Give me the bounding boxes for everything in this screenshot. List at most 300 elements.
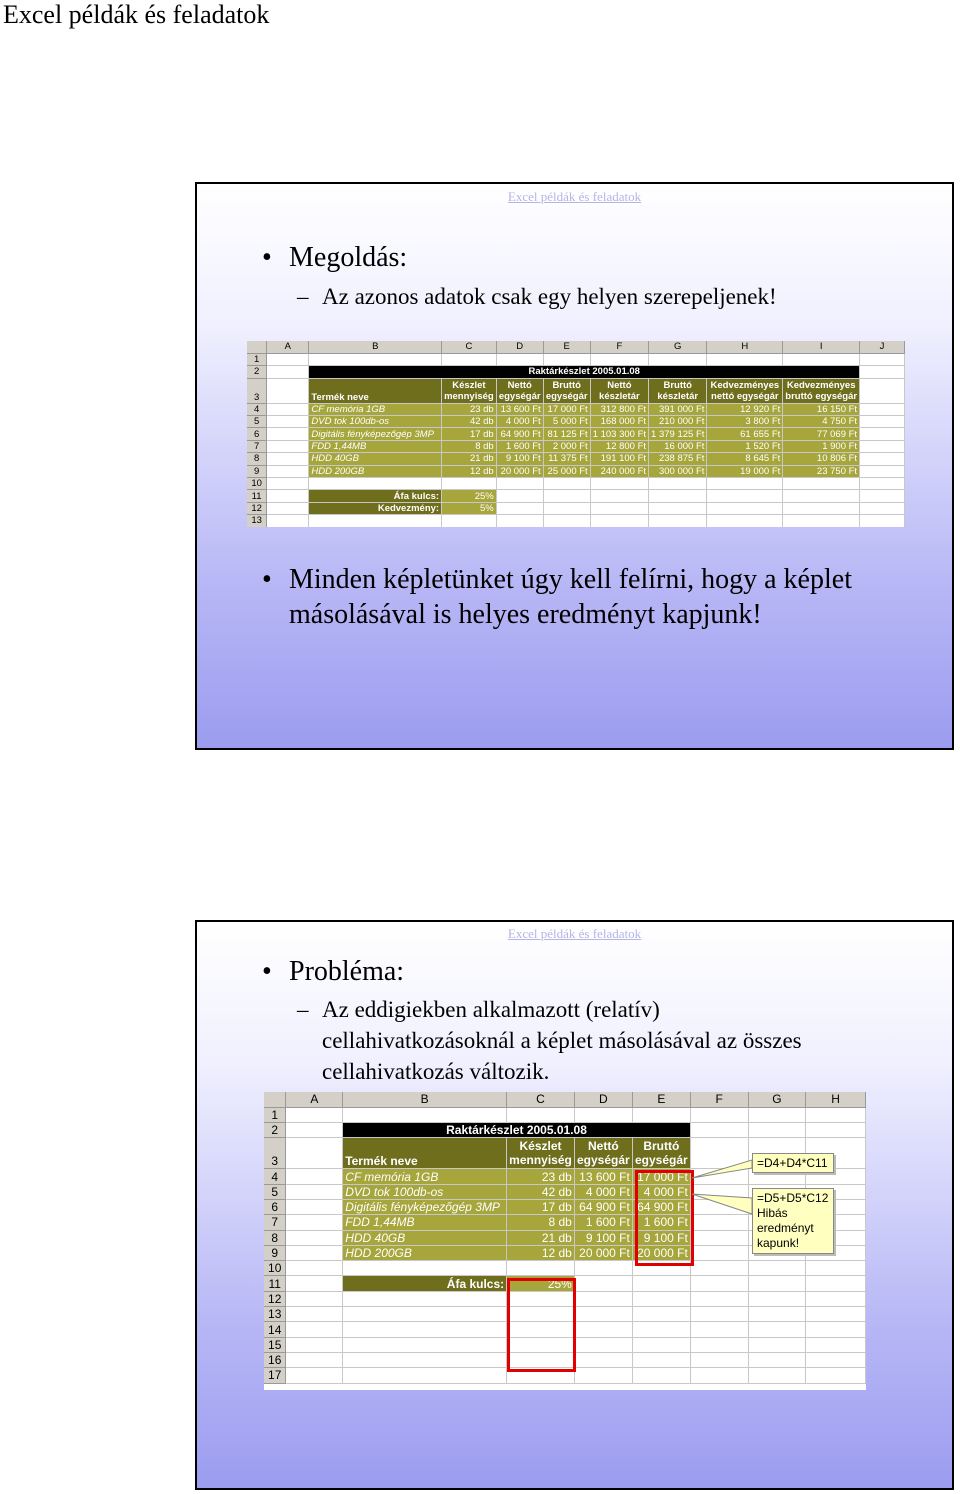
cell[interactable] (267, 378, 309, 403)
cell[interactable] (267, 465, 309, 477)
cell[interactable] (309, 353, 442, 365)
value-cell[interactable]: 312 800 Ft (590, 403, 648, 415)
cell[interactable] (442, 353, 497, 365)
row-header[interactable]: 16 (264, 1352, 286, 1367)
cell[interactable] (860, 428, 905, 440)
value-cell[interactable]: 42 db (507, 1184, 575, 1199)
cell[interactable] (574, 1352, 632, 1367)
cell[interactable] (343, 1291, 507, 1306)
cell[interactable] (343, 1107, 507, 1122)
value-cell[interactable]: 61 655 Ft (707, 428, 783, 440)
cell[interactable] (860, 478, 905, 490)
afa-value-cell[interactable]: 25% (507, 1276, 575, 1291)
value-cell[interactable]: 20 000 Ft (496, 465, 543, 477)
value-cell[interactable]: 23 db (507, 1169, 575, 1184)
header-cell[interactable]: Nettó egységár (574, 1138, 632, 1169)
cell[interactable] (267, 440, 309, 452)
cell[interactable] (574, 1322, 632, 1337)
value-cell[interactable]: 2 000 Ft (543, 440, 590, 452)
cell[interactable] (574, 1291, 632, 1306)
cell[interactable] (286, 1230, 343, 1245)
cell[interactable] (267, 502, 309, 514)
cell[interactable] (806, 1276, 866, 1291)
cell[interactable] (286, 1291, 343, 1306)
cell[interactable] (860, 366, 905, 378)
row-header[interactable]: 12 (247, 502, 267, 514)
value-cell[interactable]: 10 806 Ft (783, 453, 860, 465)
value-cell[interactable]: 16 000 Ft (649, 440, 707, 452)
cell[interactable] (343, 1307, 507, 1322)
product-name-cell[interactable]: CF memória 1GB (343, 1169, 507, 1184)
cell[interactable] (267, 478, 309, 490)
value-cell[interactable]: 1 600 Ft (574, 1215, 632, 1230)
value-cell[interactable]: 1 600 Ft (632, 1215, 690, 1230)
product-name-cell[interactable]: HDD 200GB (343, 1245, 507, 1260)
cell[interactable] (860, 416, 905, 428)
cell[interactable] (632, 1322, 690, 1337)
corner-cell[interactable] (264, 1092, 286, 1107)
cell[interactable] (543, 515, 590, 527)
cell[interactable] (690, 1307, 748, 1322)
cell[interactable] (590, 515, 648, 527)
cell[interactable] (309, 478, 442, 490)
cell[interactable] (496, 490, 543, 502)
cell[interactable] (649, 490, 707, 502)
header-cell[interactable]: Kedvezményes bruttó egységár (783, 378, 860, 403)
col-header[interactable]: C (507, 1092, 575, 1107)
cell[interactable] (543, 478, 590, 490)
cell[interactable] (649, 353, 707, 365)
row-header[interactable]: 12 (264, 1291, 286, 1306)
value-cell[interactable]: 210 000 Ft (649, 416, 707, 428)
cell[interactable] (574, 1337, 632, 1352)
value-cell[interactable]: 1 103 300 Ft (590, 428, 648, 440)
cell[interactable] (748, 1337, 806, 1352)
cell[interactable] (343, 1261, 507, 1276)
col-header[interactable]: B (343, 1092, 507, 1107)
cell[interactable] (507, 1261, 575, 1276)
value-cell[interactable]: 20 000 Ft (632, 1245, 690, 1260)
cell[interactable] (806, 1322, 866, 1337)
cell[interactable] (707, 353, 783, 365)
product-name-cell[interactable]: HDD 200GB (309, 465, 442, 477)
cell[interactable] (632, 1291, 690, 1306)
col-header[interactable]: H (806, 1092, 866, 1107)
row-header[interactable]: 3 (247, 378, 267, 403)
product-name-cell[interactable]: CF memória 1GB (309, 403, 442, 415)
cell[interactable] (267, 490, 309, 502)
cell[interactable] (286, 1107, 343, 1122)
product-name-cell[interactable]: HDD 40GB (343, 1230, 507, 1245)
value-cell[interactable]: 1 600 Ft (496, 440, 543, 452)
slide-1 (195, 182, 954, 750)
cell[interactable] (632, 1337, 690, 1352)
row-header[interactable]: 2 (247, 366, 267, 378)
cell[interactable] (507, 1107, 575, 1122)
afa-label-cell[interactable]: Áfa kulcs: (343, 1276, 507, 1291)
cell[interactable] (267, 366, 309, 378)
product-name-cell[interactable]: FDD 1,44MB (309, 440, 442, 452)
value-cell[interactable]: 77 069 Ft (783, 428, 860, 440)
cell[interactable] (690, 1184, 748, 1199)
value-cell[interactable]: 12 800 Ft (590, 440, 648, 452)
row-header[interactable]: 9 (247, 465, 267, 477)
cell[interactable] (748, 1352, 806, 1367)
row-header[interactable]: 4 (247, 403, 267, 415)
col-header[interactable]: H (707, 341, 783, 353)
bullet-solution: • Megoldás: (262, 242, 408, 273)
cell[interactable] (286, 1199, 343, 1214)
value-cell[interactable]: 4 000 Ft (496, 416, 543, 428)
header-cell[interactable]: Bruttó egységár (543, 378, 590, 403)
discount-label-cell[interactable]: Kedvezmény: (309, 502, 442, 514)
cell[interactable] (267, 453, 309, 465)
row-header[interactable]: 10 (264, 1261, 286, 1276)
cell[interactable] (574, 1307, 632, 1322)
cell[interactable] (632, 1368, 690, 1383)
afa-value-cell[interactable]: 25% (442, 490, 497, 502)
cell[interactable] (783, 353, 860, 365)
value-cell[interactable]: 17 db (442, 428, 497, 440)
cell[interactable] (748, 1261, 806, 1276)
cell[interactable] (309, 515, 442, 527)
cell[interactable] (783, 515, 860, 527)
cell[interactable] (783, 490, 860, 502)
value-cell[interactable]: 168 000 Ft (590, 416, 648, 428)
cell[interactable] (690, 1276, 748, 1291)
cell[interactable] (806, 1107, 866, 1122)
cell[interactable] (442, 478, 497, 490)
row-header[interactable]: 11 (247, 490, 267, 502)
spreadsheet-1[interactable] (247, 341, 905, 527)
slide-header[interactable]: Excel példák és feladatok (507, 926, 642, 941)
value-cell[interactable]: 16 150 Ft (783, 403, 860, 415)
cell[interactable] (748, 1322, 806, 1337)
cell[interactable] (748, 1107, 806, 1122)
cell[interactable] (707, 515, 783, 527)
value-cell[interactable]: 240 000 Ft (590, 465, 648, 477)
cell[interactable] (748, 1307, 806, 1322)
cell[interactable] (286, 1123, 343, 1138)
cell[interactable] (286, 1337, 343, 1352)
value-cell[interactable]: 238 875 Ft (649, 453, 707, 465)
value-cell[interactable]: 64 900 Ft (574, 1199, 632, 1214)
cell[interactable] (286, 1245, 343, 1260)
cell[interactable] (690, 1107, 748, 1122)
col-header[interactable]: I (783, 341, 860, 353)
cell[interactable] (632, 1107, 690, 1122)
value-cell[interactable]: 12 db (442, 465, 497, 477)
product-name-cell[interactable]: DVD tok 100db-os (343, 1184, 507, 1199)
cell[interactable] (707, 502, 783, 514)
product-name-cell[interactable]: DVD tok 100db-os (309, 416, 442, 428)
value-cell[interactable]: 9 100 Ft (632, 1230, 690, 1245)
value-cell[interactable]: 81 125 Ft (543, 428, 590, 440)
cell[interactable] (343, 1352, 507, 1367)
spreadsheet-2[interactable] (264, 1092, 866, 1390)
cell[interactable] (343, 1322, 507, 1337)
cell[interactable] (707, 490, 783, 502)
col-header[interactable]: D (496, 341, 543, 353)
cell[interactable] (267, 428, 309, 440)
cell[interactable] (707, 478, 783, 490)
cell[interactable] (690, 1352, 748, 1367)
cell[interactable] (286, 1352, 343, 1367)
cell[interactable] (806, 1261, 866, 1276)
cell[interactable] (860, 490, 905, 502)
cell[interactable] (632, 1276, 690, 1291)
header-cell[interactable]: Készlet mennyiség (507, 1138, 575, 1169)
slide-2 (195, 920, 954, 1490)
afa-label-cell[interactable]: Áfa kulcs: (309, 490, 442, 502)
cell[interactable] (496, 515, 543, 527)
value-cell[interactable]: 21 db (507, 1230, 575, 1245)
bullet-dot: • (262, 956, 272, 987)
value-cell[interactable]: 17 db (507, 1199, 575, 1214)
row-header[interactable]: 10 (247, 478, 267, 490)
col-header[interactable]: D (574, 1092, 632, 1107)
cell[interactable] (590, 490, 648, 502)
row-header[interactable]: 7 (264, 1215, 286, 1230)
cell[interactable] (590, 478, 648, 490)
cell[interactable] (574, 1107, 632, 1122)
value-cell[interactable]: 64 900 Ft (496, 428, 543, 440)
row-header[interactable]: 1 (247, 353, 267, 365)
value-cell[interactable]: 300 000 Ft (649, 465, 707, 477)
col-header[interactable]: E (543, 341, 590, 353)
cell[interactable] (806, 1368, 866, 1383)
value-cell[interactable]: 23 750 Ft (783, 465, 860, 477)
cell[interactable] (690, 1261, 748, 1276)
product-name-cell[interactable]: FDD 1,44MB (343, 1215, 507, 1230)
value-cell[interactable]: 42 db (442, 416, 497, 428)
cell[interactable] (286, 1184, 343, 1199)
row-header[interactable]: 7 (247, 440, 267, 452)
cell[interactable] (496, 353, 543, 365)
value-cell[interactable]: 17 000 Ft (543, 403, 590, 415)
cell[interactable] (860, 465, 905, 477)
cell[interactable] (690, 1245, 748, 1260)
corner-cell[interactable] (247, 341, 267, 353)
cell[interactable] (860, 453, 905, 465)
cell[interactable] (574, 1368, 632, 1383)
cell[interactable] (690, 1291, 748, 1306)
value-cell[interactable]: 17 000 Ft (632, 1169, 690, 1184)
cell[interactable] (286, 1307, 343, 1322)
highlight-afa-column (507, 1278, 576, 1372)
cell[interactable] (632, 1307, 690, 1322)
cell[interactable] (543, 502, 590, 514)
col-header[interactable]: F (690, 1092, 748, 1107)
cell[interactable] (649, 502, 707, 514)
row-header[interactable]: 6 (264, 1199, 286, 1214)
cell[interactable] (806, 1352, 866, 1367)
row-header[interactable]: 17 (264, 1368, 286, 1383)
cell[interactable] (267, 353, 309, 365)
row-header[interactable]: 13 (247, 515, 267, 527)
header-cell[interactable]: Készlet mennyiség (442, 378, 497, 403)
col-header[interactable]: F (590, 341, 648, 353)
cell[interactable] (690, 1169, 748, 1184)
row-header[interactable]: 5 (264, 1184, 286, 1199)
cell[interactable] (267, 416, 309, 428)
header-cell[interactable]: Nettó egységár (496, 378, 543, 403)
row-header[interactable]: 14 (264, 1322, 286, 1337)
value-cell[interactable]: 9 100 Ft (574, 1230, 632, 1245)
cell[interactable] (860, 440, 905, 452)
col-header[interactable]: J (860, 341, 905, 353)
cell[interactable] (748, 1368, 806, 1383)
cell[interactable] (860, 515, 905, 527)
row-header[interactable]: 4 (264, 1169, 286, 1184)
cell[interactable] (496, 478, 543, 490)
value-cell[interactable]: 12 db (507, 1245, 575, 1260)
cell[interactable] (690, 1368, 748, 1383)
value-cell[interactable]: 20 000 Ft (574, 1245, 632, 1260)
product-name-cell[interactable]: Digitális fényképezőgép 3MP (309, 428, 442, 440)
cell[interactable] (748, 1276, 806, 1291)
value-cell[interactable]: 4 000 Ft (632, 1184, 690, 1199)
cell[interactable] (690, 1230, 748, 1245)
cell[interactable] (806, 1307, 866, 1322)
value-cell[interactable]: 3 800 Ft (707, 416, 783, 428)
value-cell[interactable]: 1 900 Ft (783, 440, 860, 452)
cell[interactable] (783, 502, 860, 514)
cell[interactable] (496, 502, 543, 514)
cell[interactable] (543, 490, 590, 502)
col-header[interactable]: A (267, 341, 309, 353)
cell[interactable] (748, 1291, 806, 1306)
col-header[interactable]: G (748, 1092, 806, 1107)
cell[interactable] (806, 1123, 866, 1138)
sheet-title-cell[interactable]: Raktárkészlet 2005.01.08 (343, 1123, 691, 1138)
cell[interactable] (860, 353, 905, 365)
cell[interactable] (860, 378, 905, 403)
cell[interactable] (690, 1123, 748, 1138)
value-cell[interactable]: 8 db (442, 440, 497, 452)
cell[interactable] (574, 1261, 632, 1276)
value-cell[interactable]: 25 000 Ft (543, 465, 590, 477)
cell[interactable] (286, 1322, 343, 1337)
cell[interactable] (286, 1368, 343, 1383)
cell[interactable] (649, 515, 707, 527)
cell[interactable] (286, 1276, 343, 1291)
row-header[interactable]: 11 (264, 1276, 286, 1291)
row-header[interactable]: 2 (264, 1123, 286, 1138)
value-cell[interactable]: 191 100 Ft (590, 453, 648, 465)
cell[interactable] (590, 353, 648, 365)
value-cell[interactable]: 12 920 Ft (707, 403, 783, 415)
value-cell[interactable]: 8 645 Ft (707, 453, 783, 465)
cell[interactable] (649, 478, 707, 490)
value-cell[interactable]: 21 db (442, 453, 497, 465)
col-header[interactable]: B (309, 341, 442, 353)
cell[interactable] (690, 1138, 748, 1169)
cell[interactable] (286, 1261, 343, 1276)
value-cell[interactable]: 11 375 Ft (543, 453, 590, 465)
cell[interactable] (267, 515, 309, 527)
value-cell[interactable]: 8 db (507, 1215, 575, 1230)
cell[interactable] (343, 1368, 507, 1383)
value-cell[interactable]: 64 900 Ft (632, 1199, 690, 1214)
cell[interactable] (286, 1169, 343, 1184)
cell[interactable] (860, 502, 905, 514)
cell[interactable] (590, 502, 648, 514)
col-header[interactable]: A (286, 1092, 343, 1107)
cell[interactable] (690, 1337, 748, 1352)
bullet-dot: • (262, 242, 272, 273)
product-name-cell[interactable]: Digitális fényképezőgép 3MP (343, 1199, 507, 1214)
cell[interactable] (748, 1123, 806, 1138)
cell[interactable] (343, 1337, 507, 1352)
formula-callout-1: =D4+D4*C11 (752, 1153, 834, 1173)
header-cell[interactable]: Kedvezményes nettó egységár (707, 378, 783, 403)
value-cell[interactable]: 19 000 Ft (707, 465, 783, 477)
cell[interactable] (632, 1352, 690, 1367)
value-cell[interactable]: 391 000 Ft (649, 403, 707, 415)
sheet-title-cell[interactable]: Raktárkészlet 2005.01.08 (309, 366, 860, 378)
cell[interactable] (690, 1322, 748, 1337)
value-cell[interactable]: 4 750 Ft (783, 416, 860, 428)
cell[interactable] (442, 515, 497, 527)
row-header[interactable]: 13 (264, 1307, 286, 1322)
row-header[interactable]: 3 (264, 1138, 286, 1169)
header-cell[interactable]: Nettó készletár (590, 378, 648, 403)
row-header[interactable]: 1 (264, 1107, 286, 1122)
value-cell[interactable]: 1 379 125 Ft (649, 428, 707, 440)
header-cell[interactable]: Bruttó egységár (632, 1138, 690, 1169)
document-title: Excel példák és feladatok (3, 0, 270, 29)
row-header[interactable]: 8 (264, 1230, 286, 1245)
cell[interactable] (286, 1138, 343, 1169)
cell[interactable] (860, 403, 905, 415)
value-cell[interactable]: 23 db (442, 403, 497, 415)
cell[interactable] (690, 1215, 748, 1230)
value-cell[interactable]: 5 000 Ft (543, 416, 590, 428)
cell[interactable] (806, 1291, 866, 1306)
col-header[interactable]: C (442, 341, 497, 353)
sub-bullet: – Az azonos adatok csak egy helyen szerepeljenek! (322, 281, 777, 312)
cell[interactable] (574, 1276, 632, 1291)
row-header[interactable]: 9 (264, 1245, 286, 1260)
header-cell[interactable]: Bruttó készletár (649, 378, 707, 403)
cell[interactable] (267, 403, 309, 415)
value-cell[interactable]: 9 100 Ft (496, 453, 543, 465)
cell[interactable] (783, 478, 860, 490)
header-cell[interactable]: Termék neve (343, 1138, 507, 1169)
discount-value-cell[interactable]: 5% (442, 502, 497, 514)
cell[interactable] (806, 1337, 866, 1352)
header-cell[interactable]: Termék neve (309, 378, 442, 403)
row-header[interactable]: 5 (247, 416, 267, 428)
row-header[interactable]: 6 (247, 428, 267, 440)
slide-header[interactable]: Excel példák és feladatok (507, 189, 642, 204)
value-cell[interactable]: 1 520 Ft (707, 440, 783, 452)
cell[interactable] (690, 1199, 748, 1214)
bullet-formula-rule: • Minden képletünket úgy kell felírni, hogy a képlet másolásával is helyes eredményt kapjunk! (262, 564, 852, 630)
product-name-cell[interactable]: HDD 40GB (309, 453, 442, 465)
cell[interactable] (286, 1215, 343, 1230)
col-header[interactable]: G (649, 341, 707, 353)
col-header[interactable]: E (632, 1092, 690, 1107)
cell[interactable] (543, 353, 590, 365)
row-header[interactable]: 15 (264, 1337, 286, 1352)
value-cell[interactable]: 13 600 Ft (574, 1169, 632, 1184)
value-cell[interactable]: 4 000 Ft (574, 1184, 632, 1199)
row-header[interactable]: 8 (247, 453, 267, 465)
sub-bullet: – Az eddigiekben alkalmazott (relatív) cellahivatkozásoknál a képlet másolásával az összes cellahivatkozás változik. (322, 994, 802, 1087)
value-cell[interactable]: 13 600 Ft (496, 403, 543, 415)
